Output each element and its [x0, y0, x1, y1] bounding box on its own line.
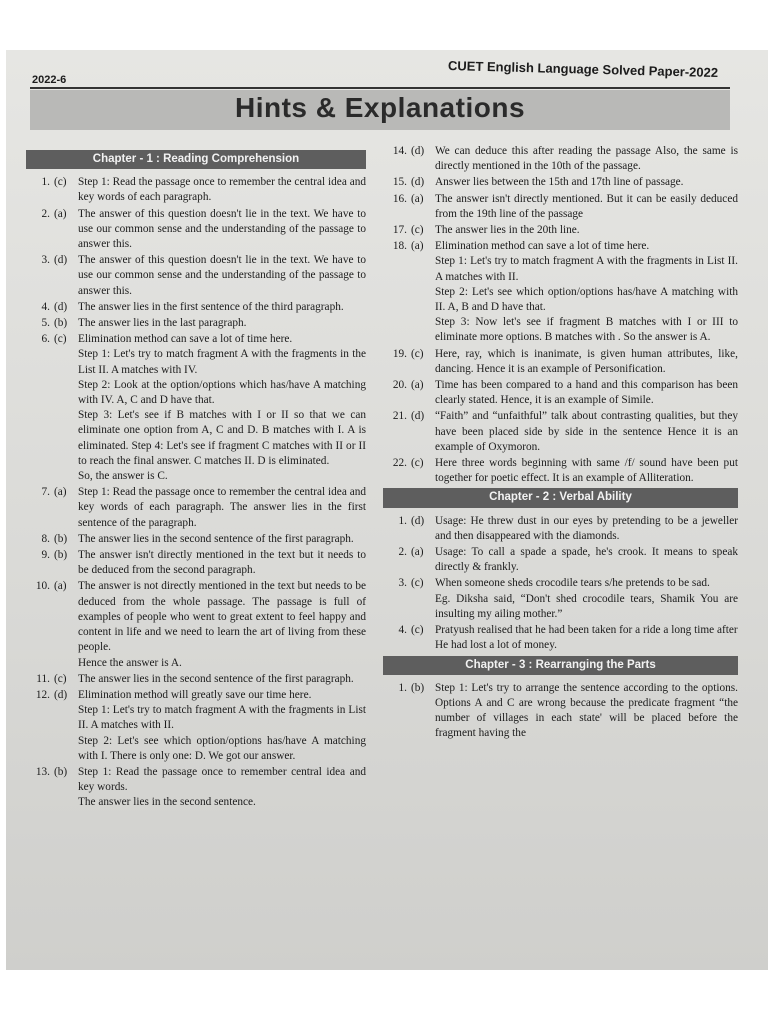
- answer-item: [26, 532, 366, 547]
- answer-item: [383, 239, 738, 345]
- explanation-text: [435, 409, 738, 455]
- explanation-line: The answer isn't directly mentioned in the text but it needs to be deduced from the second paragraph.: [78, 549, 366, 577]
- explanation-line: Eg. Diksha said, “Don't shed crocodile tears, Shamik You are insulting my ailing mother.”: [435, 592, 738, 620]
- question-number: 18.: [392, 240, 407, 253]
- answer-item: [383, 545, 738, 575]
- answer-option: (d): [411, 176, 425, 189]
- explanation-text: [435, 192, 738, 222]
- answer-item: [26, 332, 366, 484]
- answer-option: (b): [54, 317, 68, 330]
- answer-option: (b): [54, 765, 68, 778]
- explanation-text: [78, 765, 366, 811]
- question-number: 22.: [392, 457, 407, 470]
- explanation-text: [435, 514, 738, 544]
- question-number: 3.: [41, 254, 50, 267]
- answer-option: (c): [54, 672, 67, 685]
- explanation-text: [435, 576, 738, 622]
- explanation-text: [78, 688, 366, 764]
- explanation-text: [78, 175, 366, 205]
- question-number: 12.: [35, 688, 50, 701]
- explanation-line: The answer lies in the 20th line.: [435, 224, 580, 237]
- explanation-line: Step 1: Let's try to match fragment A with the fragments in List II. A matches with II.: [435, 255, 738, 283]
- explanation-line: Step 1: Read the passage once to remember the central idea and key words of each paragraph.: [78, 176, 366, 204]
- explanation-line: Step 2: Let's see which option/options has/have A matching with I. There is only one: D. We got our answer.: [78, 734, 366, 762]
- answer-item: [26, 300, 366, 315]
- question-number: 6.: [41, 333, 50, 346]
- question-number: 1.: [398, 681, 407, 694]
- page-number: 2022-6: [32, 74, 67, 86]
- explanation-line: The answer lies in the second sentence of the first paragraph.: [78, 672, 354, 685]
- answer-item: [383, 409, 738, 455]
- explanation-text: [435, 239, 738, 345]
- explanation-line: Elimination method can save a lot of time here.: [78, 333, 293, 346]
- question-number: 13.: [35, 765, 50, 778]
- question-number: 11.: [36, 672, 50, 685]
- answer-option: (a): [411, 192, 424, 205]
- chapter-heading-1: Chapter - 1 : Reading Comprehension: [26, 150, 366, 169]
- answer-list-ch3: [383, 681, 738, 742]
- answer-item: [383, 378, 738, 408]
- explanation-text: [78, 207, 366, 253]
- answer-item: [26, 579, 366, 670]
- answer-option: (d): [54, 254, 68, 267]
- answer-option: (a): [54, 207, 67, 220]
- explanation-text: [435, 378, 738, 408]
- explanation-line: The answer is not directly mentioned in the text but needs to be deduced from the whole passage. The passage is full of examples of people who went to great extent to feel happy and content in life and we need to learn the art of living from these people.: [78, 580, 366, 654]
- answer-option: (d): [411, 514, 425, 527]
- chapter-heading-3: Chapter - 3 : Rearranging the Parts: [383, 656, 738, 675]
- answer-item: [26, 316, 366, 331]
- explanation-text: [78, 548, 366, 578]
- answer-option: (a): [54, 580, 67, 593]
- answer-option: (c): [411, 347, 424, 360]
- explanation-line: The answer lies in the second sentence of the first paragraph.: [78, 532, 354, 545]
- explanation-line: Step 1: Read the passage once to remember central idea and key words.: [78, 765, 366, 794]
- book-page: [6, 50, 768, 970]
- question-number: 7.: [41, 486, 50, 499]
- answer-option: (b): [411, 681, 425, 694]
- explanation-text: [78, 300, 366, 315]
- explanation-text: [435, 223, 738, 238]
- answer-item: [383, 681, 738, 742]
- explanation-line: Step 1: Let's try to match fragment A with the fragments in List II. A matches with II.: [78, 704, 366, 732]
- chapter-heading-2: Chapter - 2 : Verbal Ability: [383, 488, 738, 507]
- question-number: 4.: [398, 624, 407, 637]
- answer-option: (d): [411, 410, 425, 423]
- explanation-line: Step 1: Let's try to match fragment A with the fragments in the List II. A matches with IV.: [78, 348, 366, 376]
- explanation-line: The answer lies in the last paragraph.: [78, 317, 247, 330]
- explanation-line: Step 3: Now let's see if fragment B matches with I or III to eliminate more options. B matches with . So the answer is A.: [435, 316, 738, 344]
- explanation-text: [78, 316, 366, 331]
- answer-option: (a): [411, 546, 424, 559]
- answer-item: [26, 253, 366, 299]
- answer-option: (d): [54, 688, 68, 701]
- question-number: 5.: [41, 317, 50, 330]
- explanation-text: [78, 672, 366, 687]
- question-number: 9.: [41, 549, 50, 562]
- explanation-line: Time has been compared to a hand and this comparison has been clearly stated. Hence, it is an example of Simile.: [435, 379, 738, 407]
- right-column: [383, 144, 738, 743]
- answer-option: (b): [54, 549, 68, 562]
- explanation-text: [435, 347, 738, 377]
- explanation-line: The answer lies in the second sentence.: [78, 796, 256, 809]
- explanation-line: Here, ray, which is inanimate, is given human attributes, like, dancing. Hence it is an example of Personification.: [435, 347, 738, 375]
- explanation-line: Here three words beginning with same /f/ sound have been put together for poetic effect. It is an example of Alliteration.: [435, 457, 738, 485]
- answer-option: (a): [411, 240, 424, 253]
- answer-list-ch1-continued: [383, 144, 738, 486]
- answer-item: [383, 192, 738, 222]
- answer-item: [383, 144, 738, 174]
- question-number: 20.: [392, 379, 407, 392]
- question-number: 2.: [398, 546, 407, 559]
- explanation-line: He had lost a lot of money.: [435, 639, 557, 652]
- question-number: 8.: [41, 532, 50, 545]
- explanation-line: The answer of this question doesn't lie in the text. We have to use our common sense and the understanding of the passage to answer this.: [78, 207, 366, 251]
- answer-item: [383, 514, 738, 544]
- explanation-line: So, the answer is C.: [78, 470, 168, 483]
- question-number: 1.: [41, 176, 50, 189]
- answer-option: (c): [411, 457, 424, 470]
- main-title: Hints & Explanations: [234, 92, 526, 123]
- answer-option: (c): [54, 176, 67, 189]
- explanation-text: [435, 545, 738, 575]
- explanation-text: [435, 144, 738, 174]
- question-number: 4.: [41, 300, 50, 313]
- answer-option: (d): [411, 145, 425, 157]
- answer-item: [383, 175, 738, 190]
- answer-option: (c): [411, 577, 424, 590]
- explanation-text: [435, 623, 738, 653]
- explanation-line: The answer isn't directly mentioned. But it can be easily deduced from the 19th line of the passage: [435, 192, 738, 220]
- answer-item: [26, 548, 366, 578]
- answer-item: [26, 207, 366, 253]
- explanation-line: Step 2: Look at the option/options which has/have A matching with IV. A, C and D have that.: [78, 378, 366, 407]
- question-number: 10.: [35, 580, 50, 593]
- answer-item: [383, 623, 738, 653]
- answer-item: [383, 456, 738, 486]
- title-band: [30, 90, 730, 130]
- explanation-line: Step 2: Let's see which option/options has/have A matching with II. A, B and D have that.: [435, 285, 738, 314]
- explanation-line: We can deduce this after reading the passage Also, the same is directly mentioned in the 10th of the passage.: [435, 145, 738, 173]
- answer-option: (b): [54, 532, 68, 545]
- question-number: 19.: [392, 347, 407, 360]
- answer-option: (a): [411, 379, 424, 392]
- explanation-line: When someone sheds crocodile tears s/he pretends to be sad.: [435, 577, 710, 590]
- answer-option: (c): [54, 333, 67, 346]
- question-number: 3.: [398, 577, 407, 590]
- question-number: 17.: [392, 224, 407, 237]
- question-number: 15.: [392, 176, 407, 189]
- question-number: 16.: [392, 192, 407, 205]
- left-column: [26, 148, 366, 812]
- explanation-text: [78, 253, 366, 299]
- explanation-line: Pratуush realised that he had been taken for a ride a long time after: [435, 624, 738, 637]
- explanation-line: Elimination method can save a lot of time here.: [435, 240, 650, 253]
- explanation-line: Usage: To call a spade a spade, he's crook. It means to speak directly & frankly.: [435, 546, 738, 574]
- answer-item: [26, 485, 366, 531]
- answer-item: [26, 688, 366, 764]
- explanation-line: Usage: He threw dust in our eyes by pretending to be a jeweller and then disappeared with the diamonds.: [435, 514, 738, 542]
- answer-option: (c): [411, 224, 424, 237]
- explanation-line: Answer lies between the 15th and 17th line of passage.: [435, 176, 684, 189]
- answer-item: [383, 223, 738, 238]
- explanation-line: Elimination method will greatly save our time here.: [78, 688, 312, 701]
- explanation-text: [78, 579, 366, 670]
- answer-item: [26, 765, 366, 811]
- explanation-line: Hence the answer is A.: [78, 656, 182, 669]
- explanation-line: Step 3: Let's see if B matches with I or II so that we can eliminate one option from A, C and D. B matches with I. A is eliminated. Step 4: Let's see if fragment C matches with II or II to reach the final answer. C matches II. D is eliminated.: [78, 409, 366, 467]
- explanation-line: Step 1: Let's try to arrange the sentence according to the options. Options A and C are wrong because the predicate fragment “the number of villages in each state' will be placed before the fragment having the: [435, 681, 738, 740]
- explanation-text: [435, 175, 738, 190]
- explanation-line: The answer of this question doesn't lie in the text. We have to use our common sense and the understanding of the passage to answer this.: [78, 254, 366, 297]
- header-rule: [30, 87, 730, 89]
- answer-item: [26, 672, 366, 687]
- answer-item: [383, 576, 738, 622]
- question-number: 1.: [398, 514, 407, 527]
- explanation-text: [78, 332, 366, 484]
- explanation-text: [78, 532, 366, 547]
- explanation-line: Step 1: Read the passage once to remember the central idea and key words of each paragraph. The answer lies in the first sentence of the paragraph.: [78, 486, 366, 529]
- answer-item: [26, 175, 366, 205]
- explanation-text: [435, 456, 738, 486]
- answer-option: (c): [411, 624, 424, 637]
- answer-item: [383, 347, 738, 377]
- answer-option: (a): [54, 486, 67, 499]
- running-header-title: CUET English Language Solved Paper-2022: [447, 58, 719, 81]
- answer-list-left: [26, 175, 366, 810]
- question-number: 21.: [392, 410, 407, 423]
- answer-list-ch2: [383, 514, 738, 654]
- question-number: 2.: [41, 207, 50, 220]
- explanation-text: [435, 681, 738, 742]
- explanation-line: The answer lies in the first sentence of the third paragraph.: [78, 300, 344, 313]
- question-number: 14.: [392, 145, 407, 157]
- explanation-text: [78, 485, 366, 531]
- answer-option: (d): [54, 300, 68, 313]
- explanation-line: “Faith” and “unfaithful” talk about contrasting qualities, but they have been placed side by side in the sentence Hence it is an example of Oxymoron.: [435, 410, 738, 453]
